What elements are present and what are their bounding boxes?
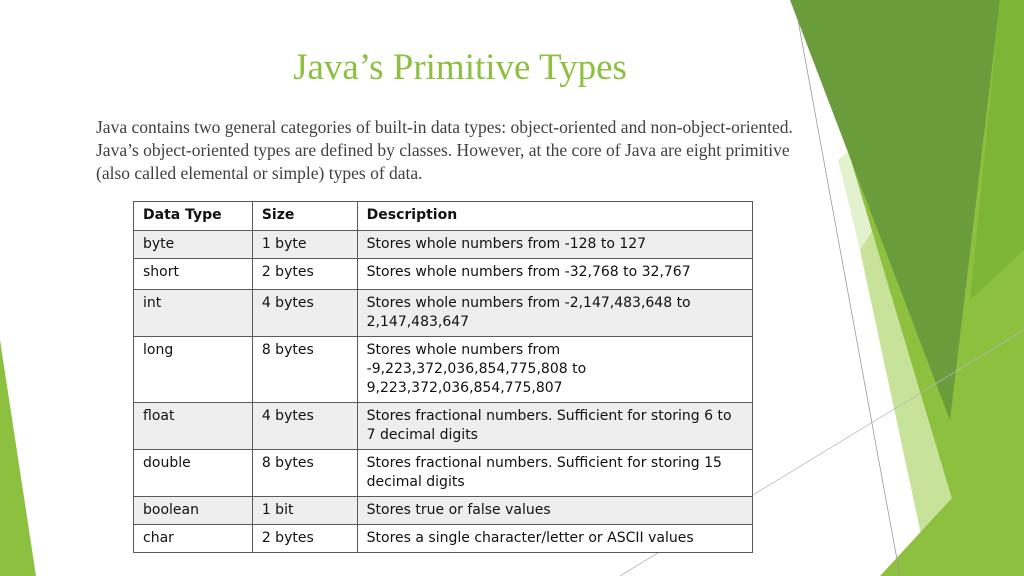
header-data-type: Data Type: [134, 202, 253, 231]
primitive-types-table: [133, 201, 753, 553]
cell-size: 1 byte: [252, 231, 357, 259]
cell-data-type: double: [134, 450, 253, 497]
table-row: [134, 337, 753, 403]
cell-size: 2 bytes: [252, 525, 357, 553]
table-row: [134, 450, 753, 497]
cell-description: Stores whole numbers from -9,223,372,036,854,775,808 to 9,223,372,036,854,775,807: [357, 337, 752, 403]
slide-title: Java’s Primitive Types: [293, 47, 627, 88]
cell-size: 2 bytes: [252, 259, 357, 290]
table-row: [134, 231, 753, 259]
cell-data-type: long: [134, 337, 253, 403]
cell-description: Stores true or false values: [357, 497, 752, 525]
table-row: [134, 259, 753, 290]
table-row: [134, 290, 753, 337]
table-row: [134, 497, 753, 525]
cell-description: Stores a single character/letter or ASCII values: [357, 525, 752, 553]
table-row: [134, 403, 753, 450]
cell-description: Stores whole numbers from -2,147,483,648 to 2,147,483,647: [357, 290, 752, 337]
cell-size: 4 bytes: [252, 290, 357, 337]
cell-data-type: boolean: [134, 497, 253, 525]
cell-data-type: byte: [134, 231, 253, 259]
cell-data-type: float: [134, 403, 253, 450]
cell-size: 4 bytes: [252, 403, 357, 450]
cell-description: Stores whole numbers from -128 to 127: [357, 231, 752, 259]
cell-data-type: short: [134, 259, 253, 290]
cell-data-type: char: [134, 525, 253, 553]
cell-description: Stores fractional numbers. Sufficient for storing 15 decimal digits: [357, 450, 752, 497]
cell-data-type: int: [134, 290, 253, 337]
cell-size: 8 bytes: [252, 337, 357, 403]
cell-size: 1 bit: [252, 497, 357, 525]
table-row: [134, 525, 753, 553]
header-size: Size: [252, 202, 357, 231]
cell-size: 8 bytes: [252, 450, 357, 497]
cell-description: Stores fractional numbers. Sufficient for storing 6 to 7 decimal digits: [357, 403, 752, 450]
header-description: Description: [357, 202, 752, 231]
cell-description: Stores whole numbers from -32,768 to 32,767: [357, 259, 752, 290]
table-header-row: [134, 202, 753, 231]
intro-paragraph: Java contains two general categories of built-in data types: object-oriented and non-object-oriented. Java’s object-oriented types are defined by classes. However, at the core of Java are eight primitive (also called elemental or simple) types of data.: [96, 117, 793, 183]
deco-shape-left-green: [0, 340, 36, 576]
